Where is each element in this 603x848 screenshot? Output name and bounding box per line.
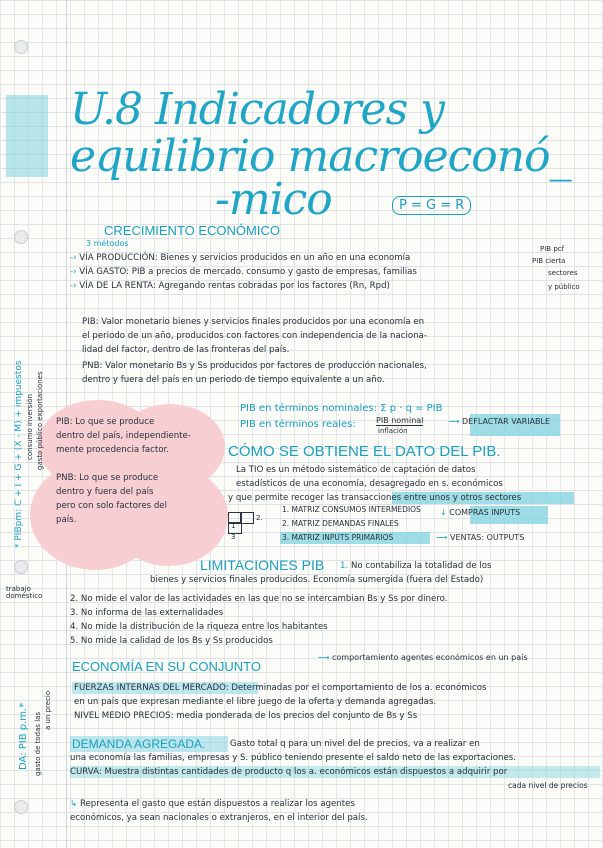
limitacion-5: 5. No mide la calidad de los Bs y Ss producidos bbox=[70, 636, 273, 646]
metodos-sub: 3 métodos bbox=[86, 239, 129, 248]
pnb-def-1: PNB: Valor monetario Bs y Ss producidos por factores de producción nacionales, bbox=[82, 361, 427, 371]
limitacion-4: 4. No mide la distribución de la riqueza entre los habitantes bbox=[70, 622, 328, 632]
grid-1: 1 bbox=[231, 522, 236, 530]
demanda-h2: Gasto total q para un nivel del de precios, va a realizar en bbox=[230, 739, 480, 749]
pib-def-1: PIB: Valor monetario bienes y servicios finales producidos por una economía en bbox=[82, 317, 425, 327]
heading-economia: ECONOMÍA EN SU CONJUNTO bbox=[72, 659, 262, 674]
margin-gasto: gasto público exportaciones bbox=[36, 371, 44, 470]
heading-limitaciones: LIMITACIONES PIB bbox=[200, 557, 325, 573]
limitaciones-h2: 1. No contabiliza la totalidad de los bbox=[340, 561, 492, 571]
margin-da: DA: PIB p.m.* bbox=[18, 702, 29, 770]
como-p2: estadísticos de una economía, desagregado en s. económicos bbox=[236, 479, 503, 489]
punch-hole bbox=[14, 560, 28, 574]
demanda-p3: cada nivel de precios bbox=[508, 781, 588, 790]
pink-pib-3: mente procedencia factor. bbox=[56, 445, 169, 455]
side-note-4: y público bbox=[548, 283, 580, 291]
margin-formula: * PIBpm: C + I + G + (X - M) + impuestos bbox=[14, 360, 24, 548]
title-formula: P = G = R bbox=[392, 196, 471, 215]
highlight-tab bbox=[6, 95, 48, 177]
fuerzas-2: en un país que expresan mediante el libre juego de la oferta y demanda agregadas. bbox=[74, 697, 437, 707]
demanda-p4: ↳ Representa el gasto que están dispuestos a realizar los agentes bbox=[70, 799, 355, 809]
page-title-line1: U.8 Indicadores y bbox=[70, 84, 444, 135]
grid-cell bbox=[240, 512, 254, 524]
punch-hole bbox=[14, 40, 28, 54]
heading-como: CÓMO SE OBTIENE EL DATO DEL PIB. bbox=[228, 443, 501, 460]
ventas: ⟶ VENTAS: OUTPUTS bbox=[436, 533, 525, 542]
page-title-line3: -mico bbox=[215, 174, 332, 225]
pib-def-2: el periodo de un año, producidos con factores con independencia de la naciona- bbox=[82, 331, 427, 341]
matriz-2: 2. MATRIZ DEMANDAS FINALES bbox=[282, 519, 399, 528]
pib-nominal-fraction: PIB nominal bbox=[376, 416, 424, 425]
limitaciones-p1: bienes y servicios finales producidos. Economía sumergida (fuera del Estado) bbox=[150, 575, 484, 585]
deflactar: ⟶ DEFLACTAR VARIABLE bbox=[448, 417, 551, 426]
compras: ↓ COMPRAS INPUTS bbox=[440, 508, 521, 517]
metodo-1: -› VÍA PRODUCCIÓN: Bienes y servicios producidos en un año en una economía bbox=[70, 253, 411, 263]
heading-crecimiento: CRECIMIENTO ECONÓMICO bbox=[104, 223, 280, 238]
como-p3: y que permite recoger las transacciones entre unos y otros sectores bbox=[228, 493, 522, 503]
page-title-line2: equilibrio macroeconó_ bbox=[70, 131, 571, 182]
pib-def-3: lidad del factor, dentro de las fronteras del país. bbox=[82, 345, 290, 355]
demanda-p5: económicos, ya sean nacionales o extranjeros, en el interior del país. bbox=[70, 813, 368, 823]
punch-hole bbox=[14, 230, 28, 244]
grid-3: 3 bbox=[231, 533, 236, 541]
pnb-def-2: dentro y fuera del país en un periodo de tiempo equivalente a un año. bbox=[82, 375, 385, 385]
pink-pib-2: dentro del país, independiente- bbox=[56, 431, 191, 441]
margin-da2: gasto de todas las bbox=[34, 711, 42, 776]
matriz-1: 1. MATRIZ CONSUMOS INTERMEDIOS bbox=[282, 505, 421, 514]
limitacion-2: 2. No mide el valor de las actividades en las que no se intercambian Bs y Ss por dinero. bbox=[70, 594, 448, 604]
pink-pnb-1: PNB: Lo que se produce bbox=[56, 473, 159, 483]
pink-pnb-3: pero con solo factores del bbox=[56, 501, 167, 511]
trabajo-domestico: trabajo doméstico bbox=[6, 585, 43, 600]
pink-pnb-2: dentro y fuera del país bbox=[56, 487, 154, 497]
heading-demanda: DEMANDA AGREGADA. bbox=[72, 737, 206, 751]
side-note-2: PIB cierta bbox=[532, 257, 566, 265]
economia-h2: ⟶ comportamiento agentes económicos en un país bbox=[318, 653, 528, 662]
como-p1: La TIO es un método sistemático de captación de datos bbox=[236, 465, 476, 475]
side-note-3: sectores bbox=[548, 269, 578, 277]
pink-pib-1: PIB: Lo que se produce bbox=[56, 417, 155, 427]
metodo-3: -› VÍA DE LA RENTA: Agregando rentas cobradas por los factores (Rn, Rpd) bbox=[70, 281, 390, 291]
nivel-precios: NIVEL MEDIO PRECIOS: media ponderada de los precios del conjunto de Bs y Ss bbox=[74, 711, 418, 721]
pink-pnb-4: país. bbox=[56, 515, 77, 525]
demanda-p2: CURVA: Muestra distintas cantidades de producto q los a. económicos están dispuestos a adquirir por bbox=[70, 767, 508, 777]
matriz-3: 3. MATRIZ INPUTS PRIMARIOS bbox=[282, 533, 394, 542]
margin-cons: consumo inversión bbox=[26, 394, 34, 460]
metodo-2: -› VÍA GASTO: PIB a precios de mercado. consumo y gasto de empresas, familias bbox=[70, 267, 417, 277]
pib-nominal: PIB en términos nominales: Σ p · q = PIB bbox=[240, 403, 443, 414]
pib-real: PIB en términos reales: bbox=[240, 419, 356, 430]
side-note-1: PIB pcf bbox=[540, 245, 565, 253]
fuerzas-1: FUERZAS INTERNAS DEL MERCADO: Determinadas por el comportamiento de los a. económicos bbox=[74, 683, 487, 693]
inflacion: inflación bbox=[378, 427, 408, 435]
grid-2: 2. bbox=[256, 514, 263, 522]
limitacion-3: 3. No informa de las externalidades bbox=[70, 608, 224, 618]
punch-hole bbox=[14, 800, 28, 814]
demanda-p1: una economía las familias, empresas y S. público teniendo presente el saldo neto de las exportaciones. bbox=[70, 753, 516, 763]
margin-da3: a un precio bbox=[44, 690, 52, 730]
